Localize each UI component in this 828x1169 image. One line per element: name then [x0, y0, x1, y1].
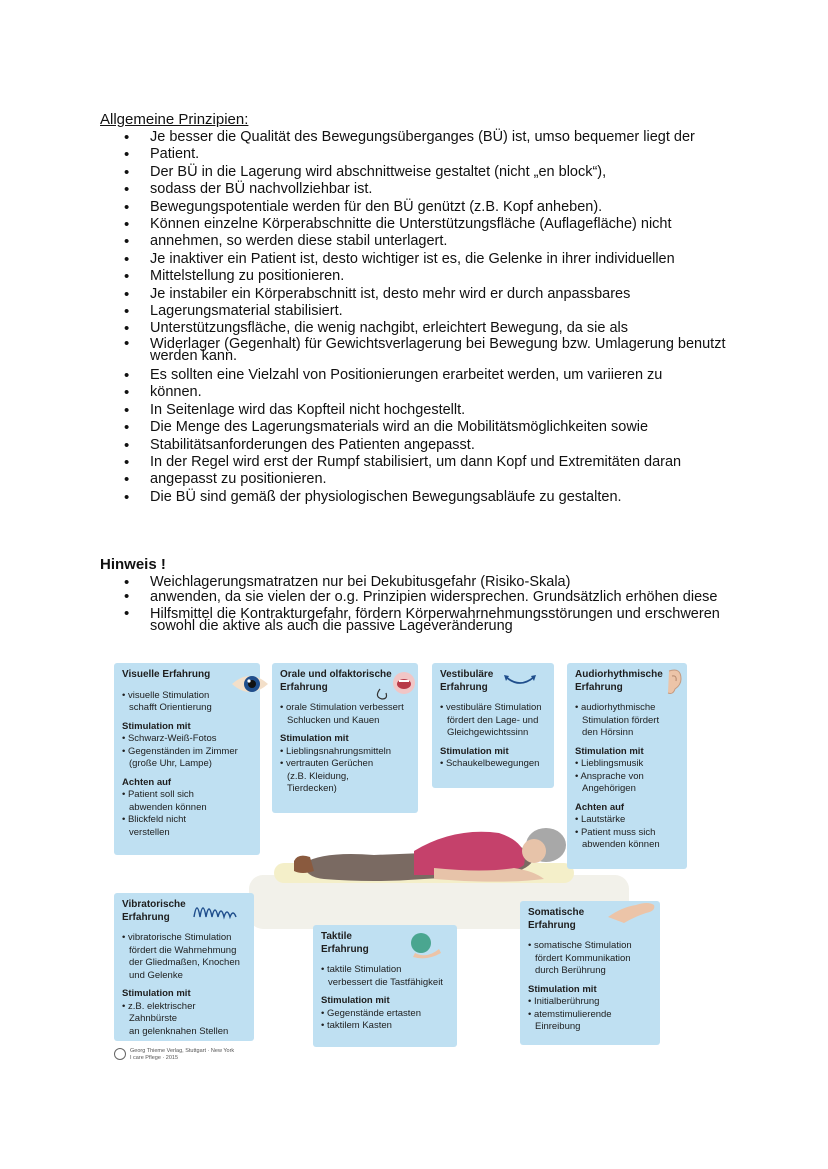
- box-line: • visuelle Stimulation: [122, 689, 210, 701]
- box-line: • orale Stimulation verbessert: [280, 702, 404, 713]
- list-item: • Es sollten eine Vielzahl von Positionierungen erarbeitet werden, um variieren zu: [100, 367, 740, 384]
- list-item: • Mittelstellung zu positionieren.: [100, 268, 740, 285]
- box-subtitle: Stimulation mit: [280, 733, 349, 744]
- box-line: • Schwarz-Weiß-Fotos: [122, 733, 217, 744]
- list-item: • Die Menge des Lagerungsmaterials wird an die Mobilitätsmöglichkeiten sowie: [100, 419, 740, 436]
- box-subtitle: Stimulation mit: [122, 988, 191, 999]
- list-item: • anwenden, da sie vielen der o.g. Prinzipien widersprechen. Grundsätzlich erhöhen diese: [100, 591, 740, 608]
- ear-icon: [663, 667, 685, 697]
- copyright-note: [114, 1048, 234, 1062]
- box-line: • taktilem Kasten: [321, 1020, 392, 1031]
- list-item: • Stabilitätsanforderungen des Patienten angepasst.: [100, 437, 740, 454]
- box-line: Gleichgewichtssinn: [447, 727, 529, 738]
- box-subtitle: Stimulation mit: [321, 995, 390, 1006]
- box-line: an gelenknahen Stellen: [129, 1025, 229, 1037]
- box-title: Vibratorische Erfahrung: [122, 899, 186, 923]
- touching-hand-icon: [606, 895, 658, 925]
- box-line: • Schaukelbewegungen: [440, 758, 540, 769]
- box-line: der Gliedmaßen, Knochen: [129, 957, 240, 968]
- list-item: • Der BÜ in die Lagerung wird abschnittweise gestaltet (nicht „en block“),: [100, 164, 740, 181]
- box-line: verbessert die Tastfähigkeit: [328, 976, 443, 988]
- visual-experience-box: [114, 663, 260, 855]
- box-line: • Blickfeld nicht: [122, 814, 187, 825]
- box-line: Tierdecken): [287, 783, 337, 794]
- list-item: • In Seitenlage wird das Kopfteil nicht hochgestellt.: [100, 402, 740, 419]
- vibratory-experience-box: [114, 893, 254, 1041]
- note-list: [100, 574, 740, 637]
- box-subtitle: Stimulation mit: [440, 745, 509, 757]
- box-line: • audiorhythmische: [575, 702, 656, 713]
- list-item: • Lagerungsmaterial stabilisiert.: [100, 303, 740, 320]
- box-title: Somatische Erfahrung: [528, 907, 585, 931]
- vibration-wave-icon: [192, 899, 240, 921]
- box-line: • Lieblingsmusik: [575, 758, 644, 769]
- box-line: • Lieblingsnahrungsmitteln: [280, 745, 392, 757]
- list-item: • Je inaktiver ein Patient ist, desto wichtiger ist es, die Gelenke in ihrer individuellen: [100, 251, 740, 268]
- list-item: • Unterstützungsfläche, die wenig nachgibt, erleichtert Bewegung, da sie als: [100, 320, 740, 337]
- eye-icon: [230, 671, 270, 697]
- box-line: • vibratorische Stimulation: [122, 932, 232, 943]
- copyright-line: Georg Thieme Verlag, Stuttgart · New York: [130, 1048, 235, 1054]
- box-line: • vestibuläre Stimulation: [440, 702, 542, 713]
- box-subtitle: Stimulation mit: [575, 745, 644, 757]
- list-item: • Je instabiler ein Körperabschnitt ist, desto mehr wird er durch anpassbares: [100, 286, 740, 303]
- lying-patient-icon: [284, 813, 584, 893]
- box-line: fördert die Wahrnehmung: [129, 944, 237, 956]
- box-line: • taktile Stimulation: [321, 964, 402, 975]
- box-title: Orale und olfaktorische Erfahrung: [280, 669, 392, 693]
- box-line: • vertrauten Gerüchen: [280, 758, 374, 769]
- principles-list: [100, 129, 740, 506]
- list-item: • Bewegungspotentiale werden für den BÜ genützt (z.B. Kopf anheben).: [100, 199, 740, 216]
- list-item: • Hilfsmittel die Kontrakturgefahr, fördern Körperwahrnehmungsstörungen und erschweren sowohl die aktive als auch die passive Lageveränderung: [100, 608, 740, 637]
- list-item: • Können einzelne Körperabschnitte die Unterstützungsfläche (Auflagefläche) nicht: [100, 216, 740, 233]
- list-item: • annehmen, so werden diese stabil unterlagert.: [100, 233, 740, 250]
- box-line: • Gegenständen im Zimmer: [122, 745, 238, 757]
- box-title: Taktile Erfahrung: [321, 931, 369, 955]
- box-subtitle: Stimulation mit: [528, 983, 597, 995]
- box-line: • somatische Stimulation: [528, 940, 632, 951]
- box-subtitle: Stimulation mit: [122, 720, 191, 732]
- list-item: • Widerlager (Gegenhalt) für Gewichtsverlagerung bei Bewegung bzw. Umlagerung benutzt werden kann.: [100, 338, 740, 367]
- box-line: und Gelenke: [129, 969, 183, 981]
- box-line: durch Berührung: [535, 965, 606, 976]
- box-line: Angehörigen: [582, 783, 636, 794]
- somatic-experience-box: [520, 901, 660, 1045]
- box-line: fördert Kommunikation: [535, 952, 631, 964]
- list-item: • Weichlagerungsmatratzen nur bei Dekubitusgefahr (Risiko-Skala): [100, 574, 740, 591]
- box-subtitle: Achten auf: [122, 776, 172, 788]
- box-line: Schlucken und Kauen: [287, 714, 380, 726]
- hand-ball-icon: [405, 929, 445, 959]
- list-item: • Patient.: [100, 146, 740, 163]
- audiorhythmic-experience-box: [567, 663, 687, 869]
- box-line: • atemstimulierende: [528, 1008, 612, 1020]
- box-line: • Gegenstände ertasten: [321, 1007, 421, 1019]
- box-line: Stimulation fördert: [582, 714, 660, 726]
- box-line: • Lautstärke: [575, 814, 626, 825]
- box-line: abwenden können: [582, 839, 660, 850]
- box-line: abwenden können: [129, 801, 207, 813]
- box-line: den Hörsinn: [582, 727, 634, 738]
- box-line: • z.B. elektrischer Zahnbürste: [122, 1000, 196, 1024]
- vestibular-experience-box: [432, 663, 554, 788]
- section-heading-note: Hinweis !: [100, 556, 166, 573]
- box-subtitle: Achten auf: [575, 801, 625, 813]
- rocking-arrow-icon: [502, 673, 538, 689]
- box-title: Visuelle Erfahrung: [122, 669, 211, 680]
- box-line: (große Uhr, Lampe): [129, 758, 212, 769]
- box-line: fördert den Lage- und: [447, 714, 539, 726]
- box-line: (z.B. Kleidung,: [287, 770, 349, 782]
- list-item: • Je besser die Qualität des Bewegungsüberganges (BÜ) ist, umso bequemer liegt der: [100, 129, 740, 146]
- oral-olfactory-experience-box: [272, 663, 418, 813]
- list-item: • können.: [100, 384, 740, 401]
- nose-mouth-icon: [370, 669, 416, 703]
- box-line: schafft Orientierung: [129, 702, 212, 713]
- box-line: • Patient soll sich: [122, 789, 194, 800]
- box-line: verstellen: [129, 826, 170, 838]
- copyright-line: I care Pflege · 2015: [130, 1055, 179, 1061]
- tactile-experience-box: [313, 925, 457, 1047]
- box-line: • Patient muss sich: [575, 826, 656, 838]
- box-line: Einreibung: [535, 1021, 581, 1032]
- stimulation-figure: [114, 663, 694, 1073]
- list-item: • In der Regel wird erst der Rumpf stabilisiert, um dann Kopf und Extremitäten daran: [100, 454, 740, 471]
- list-item: • angepasst zu positionieren.: [100, 471, 740, 488]
- box-title: Audiorhythmische Erfahrung: [575, 669, 663, 693]
- section-heading-principles: Allgemeine Prinzipien:: [100, 111, 249, 128]
- box-line: • Initialberührung: [528, 996, 600, 1007]
- box-line: • Ansprache von: [575, 770, 644, 782]
- list-item: • Die BÜ sind gemäß der physiologischen Bewegungsabläufe zu gestalten.: [100, 489, 740, 506]
- list-item: • sodass der BÜ nachvollziehbar ist.: [100, 181, 740, 198]
- box-title: Vestibuläre Erfahrung: [440, 669, 494, 693]
